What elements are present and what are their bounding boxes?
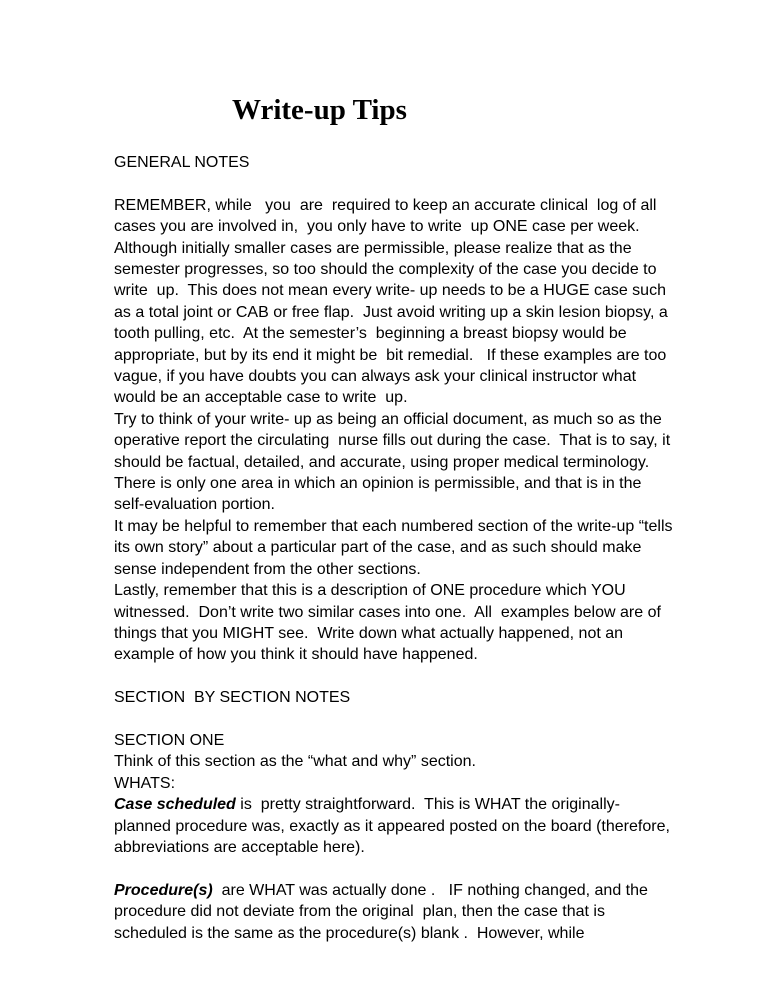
spacer (114, 709, 674, 730)
section-notes-heading: SECTION BY SECTION NOTES (114, 689, 351, 707)
whats-label: WHATS: (114, 774, 176, 792)
general-paragraph-4: Lastly, remember that this is a description of ONE procedure which YOU witnessed. Don’t write two similar cases into one. All examples below are of things that you MIGHT see. Write down what actually happened, not an example of how you think it should have happened. (114, 582, 666, 664)
spacer (114, 858, 674, 879)
procedures-text: are WHAT was actually done . IF nothing changed, and the procedure did not deviate from the original plan, then the case that is scheduled is the same as the procedure(s) blank . However, while (114, 881, 653, 942)
general-paragraph-3: It may be helpful to remember that each numbered section of the write-up “tells its own story” about a particular part of the case, and as such should make sense independent from the other sections. (114, 517, 677, 578)
case-scheduled-paragraph (114, 794, 674, 858)
spacer (114, 173, 674, 194)
general-notes-heading: GENERAL NOTES (114, 154, 250, 171)
case-scheduled-term: Case scheduled (114, 796, 236, 814)
spacer (114, 666, 674, 687)
procedures-term: Procedure(s) (114, 881, 213, 899)
section-one-intro: Think of this section as the “what and why” section. (114, 753, 476, 771)
document-title: Write-up Tips (232, 94, 407, 126)
procedures-paragraph (114, 880, 674, 944)
case-scheduled-text: is pretty straightforward. This is WHAT the originally-planned procedure was, exactly as it appeared posted on the board (therefore, abbreviations are acceptable here). (114, 796, 675, 856)
general-paragraph-1: REMEMBER, while you are required to keep an accurate clinical log of all cases you are involved in, you only have to write up ONE case per week. Although initially smaller cases are permissible, please realize that as the semester progresses, so too should the complexity of the case you decide to write up. This does not mean every write- up needs to be a HUGE case such as a total joint or CAB or free flap. Just avoid writing up a skin lesion biopsy, a tooth pulling, etc. At the semester’s beginning a breast biopsy would be appropriate, but by its end it might be bit remedial. If these examples are too vague, if you have doubts you can always ask your clinical instructor what would be an acceptable case to write up. (114, 196, 673, 407)
section-one-heading: SECTION ONE (114, 731, 225, 749)
general-paragraph-2: Try to think of your write- up as being an official document, as much so as the operative report the circulating nurse fills out during the case. That is to say, it should be factual, detailed, and accurate, using proper medical terminology. There is only one area in which an opinion is permissible, and that is in the self-evaluation portion. (114, 410, 675, 514)
document-body (114, 152, 677, 944)
